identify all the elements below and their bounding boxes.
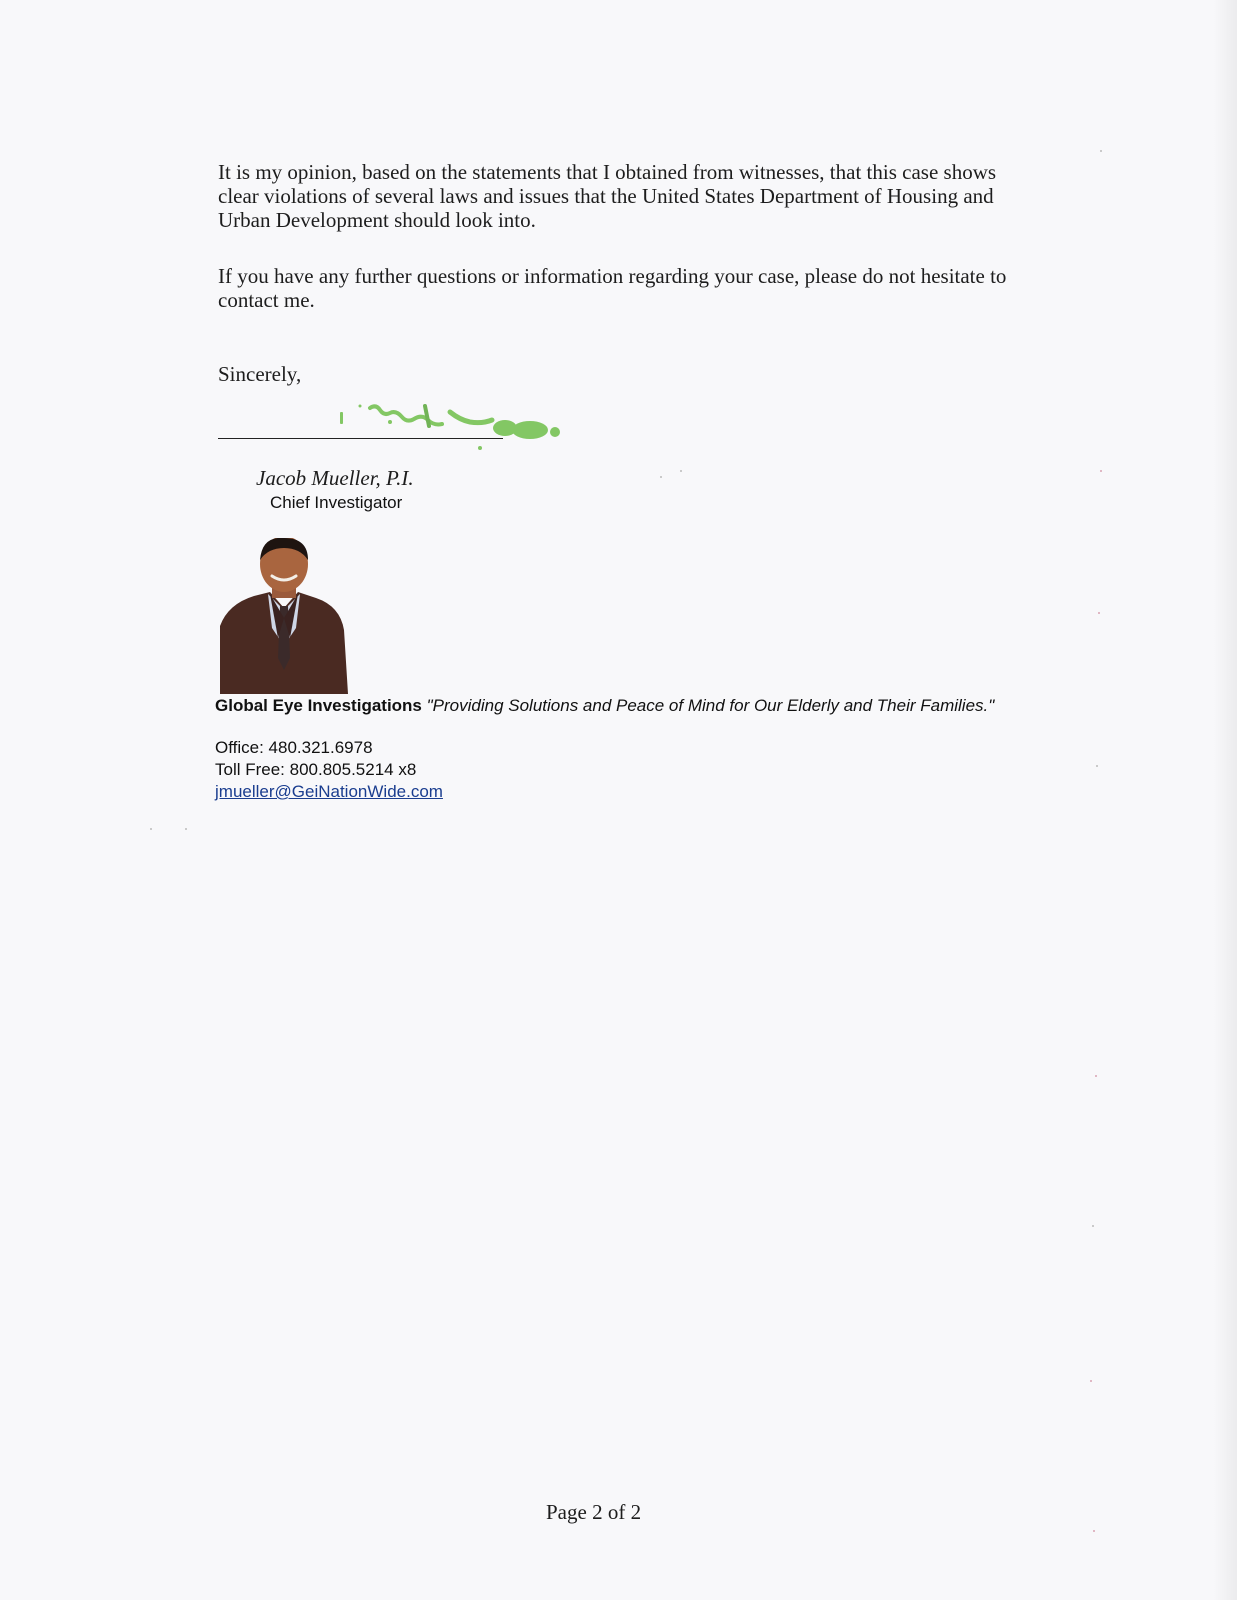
page-number: Page 2 of 2 — [546, 1500, 642, 1524]
paragraph-contact: If you have any further questions or information regarding your case, please do not hesitate to contact me. — [218, 264, 1007, 312]
email-link[interactable]: jmueller@GeiNationWide.com — [215, 782, 443, 801]
scan-speck — [185, 828, 187, 830]
office-phone: Office: 480.321.6978 — [215, 738, 373, 757]
scan-speck — [1100, 470, 1102, 472]
closing: Sincerely, — [218, 362, 302, 386]
scan-speck — [680, 470, 682, 472]
paragraph-opinion: It is my opinion, based on the statements that I obtained from witnesses, that this case shows clear violations of several laws and issues that the United States Department of Housing and Urban Development should look into. — [218, 160, 997, 232]
page-edge-shadow — [1213, 0, 1237, 1600]
signer-title: Chief Investigator — [270, 493, 403, 512]
scan-speck — [660, 476, 662, 478]
scan-speck — [1092, 1225, 1094, 1227]
scan-speck — [1093, 1530, 1095, 1532]
signer-name: Jacob Mueller, P.I. — [256, 466, 414, 490]
company-line — [215, 696, 1015, 716]
scan-speck — [1098, 612, 1100, 614]
company-name: Global Eye Investigations — [215, 696, 422, 715]
toll-free-phone: Toll Free: 800.805.5214 x8 — [215, 760, 417, 779]
scan-speck — [1100, 150, 1102, 152]
company-tagline: "Providing Solutions and Peace of Mind for Our Elderly and Their Families." — [426, 696, 995, 715]
scan-speck — [150, 828, 152, 830]
signature-line — [218, 438, 503, 439]
scan-speck — [1095, 1075, 1097, 1077]
scan-speck — [1096, 765, 1098, 767]
handwritten-signature — [330, 398, 580, 458]
investigator-photo — [220, 538, 348, 694]
scan-speck — [1090, 1380, 1092, 1382]
